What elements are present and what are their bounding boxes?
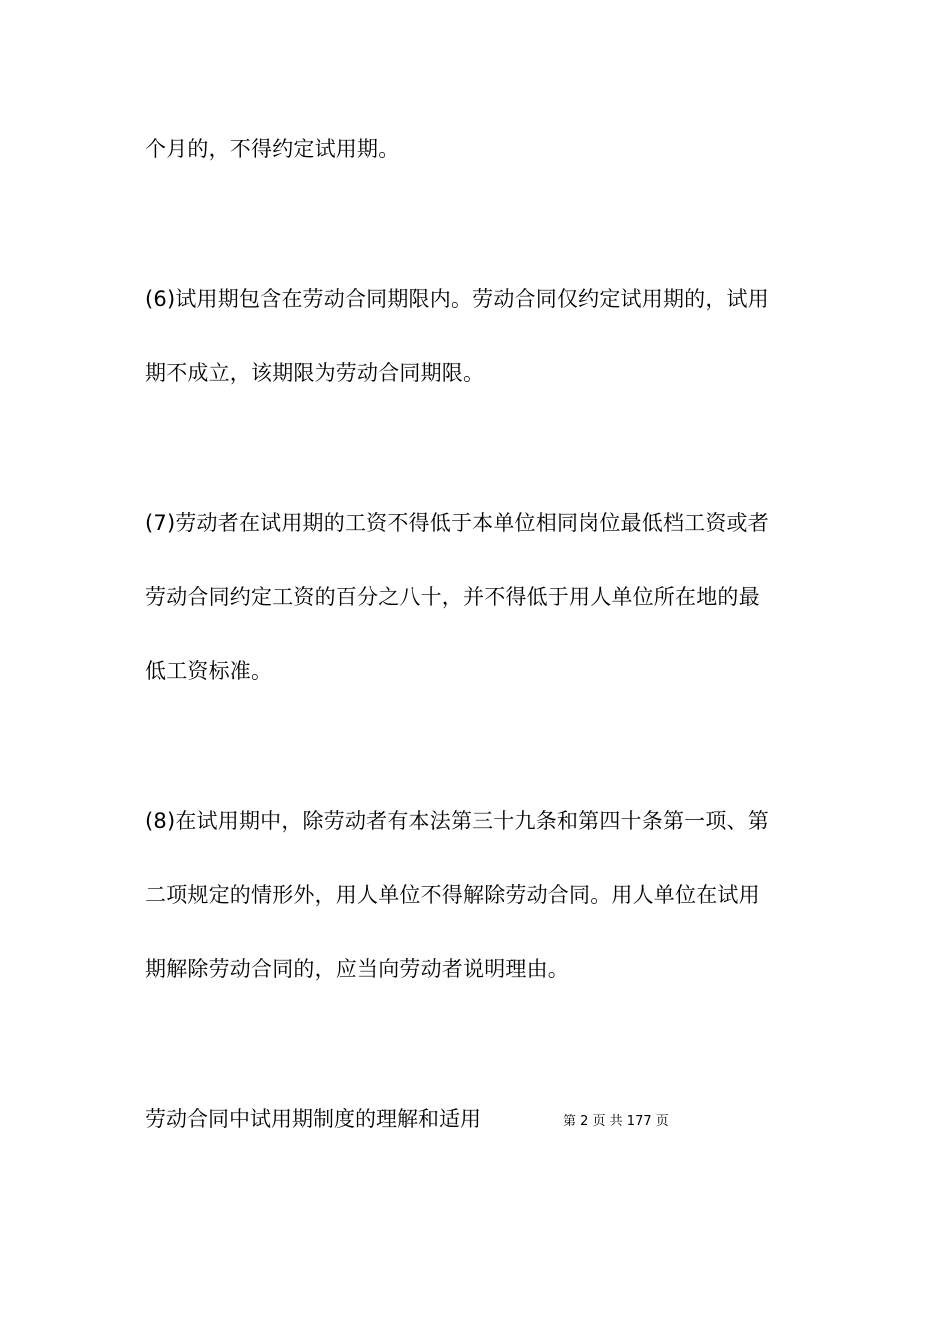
- paragraph-line: (6)试用期包含在劳动合同期限内。劳动合同仅约定试用期的，试用: [145, 287, 769, 311]
- paragraph-line: 二项规定的情形外，用人单位不得解除劳动合同。用人单位在试用: [145, 883, 760, 907]
- paragraph-line: 期不成立，该期限为劳动合同期限。: [145, 361, 485, 385]
- footer-page-number: 第 2 页 共 177 页: [563, 1114, 669, 1129]
- paragraph-line: 低工资标准。: [145, 659, 273, 683]
- paragraph-line: (8)在试用期中，除劳动者有本法第三十九条和第四十条第一项、第: [145, 809, 769, 833]
- paragraph-line: 劳动合同约定工资的百分之八十，并不得低于用人单位所在地的最: [145, 585, 760, 609]
- paragraph-line: 期解除劳动合同的，应当向劳动者说明理由。: [145, 957, 569, 981]
- paragraph-line: (7)劳动者在试用期的工资不得低于本单位相同岗位最低档工资或者: [145, 511, 769, 535]
- footer-document-title: 劳动合同中试用期制度的理解和适用: [145, 1107, 481, 1131]
- paragraph-line: 个月的，不得约定试用期。: [145, 137, 400, 161]
